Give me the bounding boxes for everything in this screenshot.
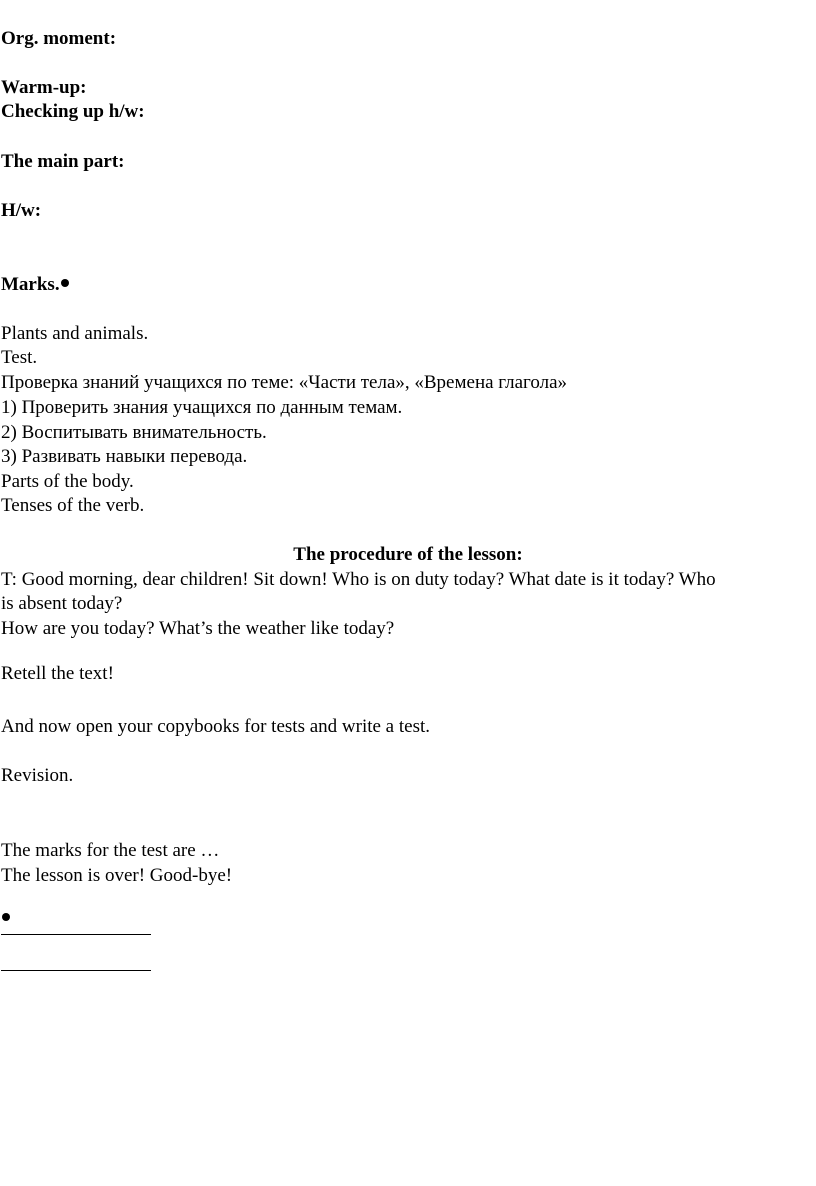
material-1: Parts of the body.: [1, 471, 134, 492]
procedure-title: The procedure of the lesson:: [293, 544, 523, 565]
lesson-aim: Проверка знаний учащихся по теме: «Части тела», «Времена глагола»: [1, 372, 568, 393]
marks-text: The marks for the test are …: [1, 840, 220, 861]
heading-marks: [1, 273, 69, 297]
heading-hw: H/w:: [1, 200, 42, 221]
goodbye-text: The lesson is over! Good-bye!: [1, 865, 233, 886]
material-2: Tenses of the verb.: [1, 495, 145, 516]
heading-org-moment: Org. moment:: [1, 28, 117, 49]
lesson-type: Test.: [1, 347, 38, 368]
bullet-icon: [2, 913, 10, 921]
heading-checking-hw: Checking up h/w:: [1, 101, 145, 122]
objective-2: 2) Воспитывать внимательность.: [1, 422, 267, 443]
heading-marks-text: Marks.: [1, 274, 60, 295]
greeting-line-1: T: Good morning, dear children! Sit down! Who is on duty today? What date is it today? Who: [1, 569, 716, 590]
footnote-divider: [1, 934, 151, 935]
retell-instruction: Retell the text!: [1, 663, 114, 684]
objective-1: 1) Проверить знания учащихся по данным темам.: [1, 397, 403, 418]
footnote-divider: [1, 970, 151, 971]
bullet-icon: [61, 279, 69, 287]
greeting-line-3: How are you today? What’s the weather like today?: [1, 618, 395, 639]
test-instruction: And now open your copybooks for tests and write a test.: [1, 716, 431, 737]
greeting-line-2: is absent today?: [1, 593, 123, 614]
objective-3: 3) Развивать навыки перевода.: [1, 446, 248, 467]
heading-main-part: The main part:: [1, 151, 125, 172]
revision-text: Revision.: [1, 765, 74, 786]
heading-warm-up: Warm-up:: [1, 77, 87, 98]
lesson-topic: Plants and animals.: [1, 323, 149, 344]
